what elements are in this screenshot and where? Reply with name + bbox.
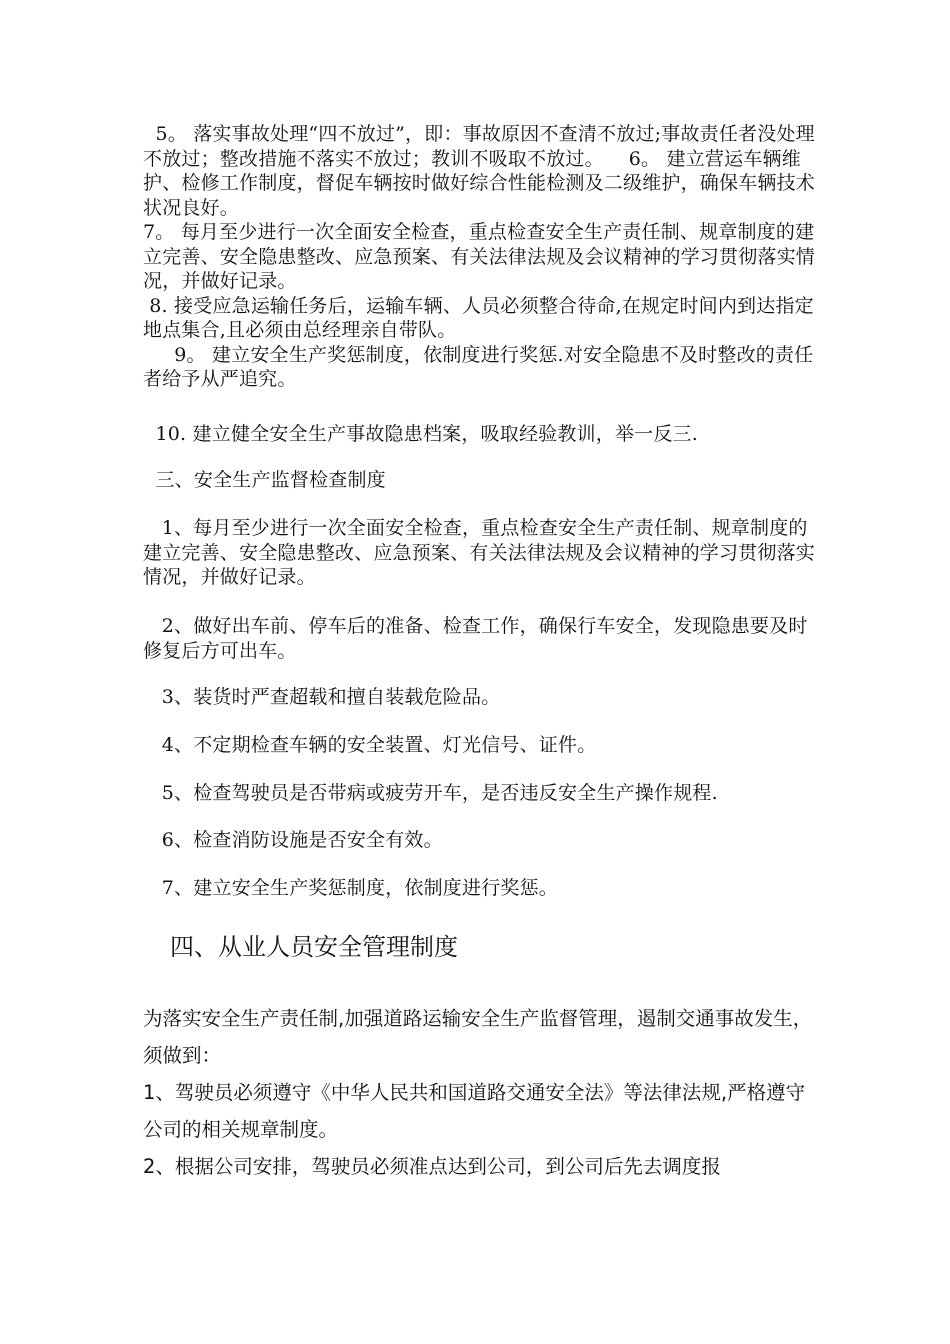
section-3-item-3: 3、装货时严查超载和擅自装载危险品。 [143, 686, 501, 708]
section-4-intro: 为落实安全生产责任制,加强道路运输安全生产监督管理，遏制交通事故发生，须做到： [143, 1007, 813, 1067]
section-4-item-1: 1、驾驶员必须遵守《中华人民共和国道路交通安全法》等法律法规,严格遵守公司的相关规章制度。 [143, 1081, 806, 1141]
section-3-item-2: 2、做好出车前、停车后的准备、检查工作，确保行车安全，发现隐患要及时修复后方可出车。 [143, 615, 808, 662]
section-3-title: 三、安全生产监督检查制度 [143, 469, 386, 491]
section-3-item-4: 4、不定期检查车辆的安全装置、灯光信号、证件。 [143, 734, 597, 756]
section-4-item-2: 2、根据公司安排，驾驶员必须准点达到公司，到公司后先去调度报 [143, 1155, 721, 1178]
paragraph-items-5-to-9: 5。 落实事故处理“四不放过”，即：事故原因不查清不放过;事故责任者没处理不放过；整改措施不落实不放过；教训不吸取不放过。 6。 建立营运车辆维护、检修工作制度，督促车辆按时做好综合性能检测及二级维护，确保车辆技术状况良好。 7。 每月至少进行一次全面安全检查，重点检查安全生产责任制、规章制度的建立完善、安全隐患整改、应急预案、有关法律法规及会议精神的学习贯彻落实情况，并做好记录。 8. 接受应急运输任务后，运输车辆、人员必须整合待命,在规定时间内到达指定地点集合,且必须由总经理亲自带队。 9。 建立安全生产奖惩制度，依制度进行奖惩.对安全隐患不及时整改的责任者给予从严追究。 [143, 123, 816, 390]
section-3-item-5: 5、检查驾驶员是否带病或疲劳开车，是否违反安全生产操作规程. [143, 782, 718, 804]
section-4-title: 四、从业人员安全管理制度 [170, 933, 458, 961]
section-3-item-7: 7、建立安全生产奖惩制度，依制度进行奖惩。 [143, 877, 559, 899]
paragraph-item-10: 10. 建立健全安全生产事故隐患档案，吸取经验教训，举一反三. [143, 423, 698, 445]
section-3-item-6: 6、检查消防设施是否安全有效。 [143, 829, 443, 851]
section-3-item-1: 1、每月至少进行一次全面安全检查，重点检查安全生产责任制、规章制度的建立完善、安全隐患整改、应急预案、有关法律法规及会议精神的学习贯彻落实情况，并做好记录。 [143, 517, 816, 588]
